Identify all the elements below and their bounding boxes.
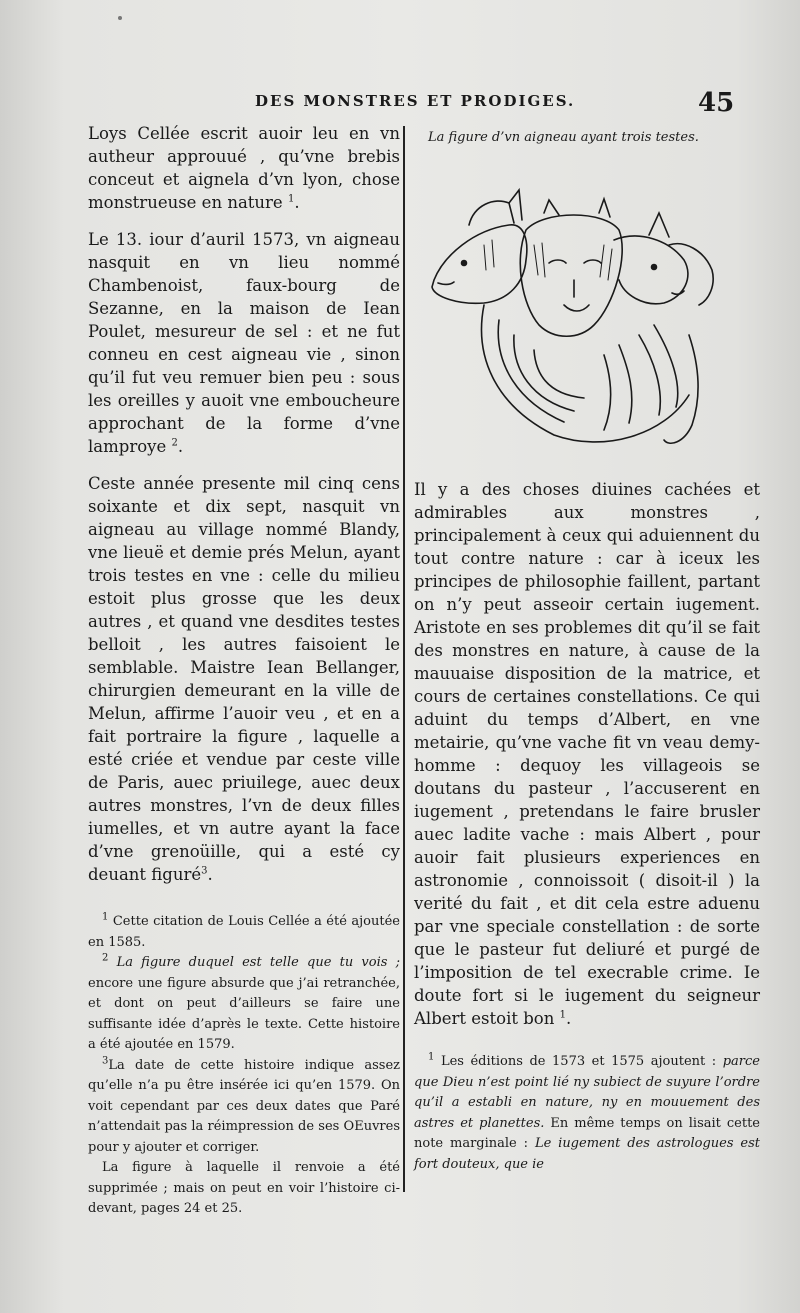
footnote-right-1: $^1$ Les éditions de 1573 et 1575 ajoutent : parce que Dieu n’est point lié ny subiect de suyure l’ordre qu’il a establi en nature, ny en mouuement des astres et planettes. En même temps on lisait cette note marginale : Le iugement des astrologues est fort douteux, que ie [414,1051,761,1172]
footnote-3: $^3$La date de cette histoire indique assez qu’elle n’a pu être insérée ici qu’en 1579. On voit cependant par ces deux dates que Paré n’attendait pas la réimpression de ses OEuvres pour y ajouter et corriger. [88,1055,400,1155]
paragraph-chambenoist: Le 13. iour d’auril 1573, vn aigneau nasquit en vn lieu nommé Chambenoist, faux-bourg de Sezanne, en la maison de Iean Poulet, mesureur de sel : et ne fut conneu en cest aigneau vie , sinon qu’il fut veu remuer bien peu : sous les oreilles y auoit vne emboucheure approchant de la forme d’vne lamproye $^2$. [88,230,400,456]
footnote-2: $^2$ La figure duquel est telle que tu vois ; encore une figure absurde que j’ai retranchée, et dont on peut d’ailleurs se faire une suffisante idée d’après le texte. Cette histoire a été ajoutée en 1579. [88,952,400,1052]
right-column [414,478,760,1175]
paragraph-blandy: Ceste année presente mil cinq cens soixante et dix sept, nasquit vn aigneau au village nommé Blandy, vne lieuë et demie prés Melun, ayant trois testes en vne : celle du milieu estoit plus grosse que les deux autres , et quand vne desdites testes belloit , les autres faisoient le semblable. Maistre Iean Bellanger, chirurgien demeurant en la ville de Melun, affirme l’auoir veu , et en a fait portraire la figure , laquelle a esté criée et vendue par ceste ville de Paris, auec priuilege, auec deux autres monstres, l’vn de deux filles iumelles, et vn autre ayant la face d’vne grenoüille, qui a esté cy deuant figuré$^3$. [88,474,400,884]
paragraph-albert: Il y a des choses diuines cachées et admirables aux monstres , principalement à ceux qui aduiennent du tout contre nature : car à iceux les principes de philosophie faillent, partant on n’y peut asseoir certain iugement. Aristote en ses problemes dit qu’il se fait des monstres en nature, à cause de la mauuaise disposition de la matrice, et cours de certaines constellations. Ce qui aduint du temps d’Albert, en vne metairie, qu’vne vache fit vn veau demy-homme : dequoy les villageois se doutans du pasteur , l’accuserent en iugement , pretendans le faire brusler auec ladite vache : mais Albert , pour auoir fait plusieurs experiences en astronomie , connoissoit ( disoit-il ) la verité du fait , et dit cela estre aduenu par vne speciale constellation : de sorte que le pasteur fut deliuré et purgé de l’imposition de tel execrable crime. Ie doute fort si le iugement du seigneur Albert estoit bon $^1$. [414,480,760,1028]
footnote-1: $^1$ Cette citation de Louis Cellée a été ajoutée en 1585. [88,911,400,950]
ink-speck [118,16,122,20]
footnotes-right [414,1052,760,1175]
column-divider [403,126,405,1192]
running-head: DES MONSTRES ET PRODIGES. [255,92,576,110]
left-column [88,122,400,1220]
figure-caption: La figure d’vn aigneau ayant trois testes. [428,130,699,145]
page-number: 45 [698,88,735,118]
three-headed-lamb-figure [414,185,724,455]
footnotes-left [88,912,400,1220]
footnote-3-continued: La figure à laquelle il renvoie a été supprimée ; mais on peut en voir l’histoire ci-devant, pages 24 et 25. [88,1160,400,1216]
paragraph-cellee: Loys Cellée escrit auoir leu en vn autheur approuué , qu’vne brebis conceut et aignela d’vn lyon, chose monstrueuse en nature $^1$. [88,124,400,212]
note-ref: 1 [559,1009,566,1021]
note-ref: 3 [201,865,208,877]
note-ref: 1 [287,193,295,205]
note-ref: 2 [171,437,178,449]
